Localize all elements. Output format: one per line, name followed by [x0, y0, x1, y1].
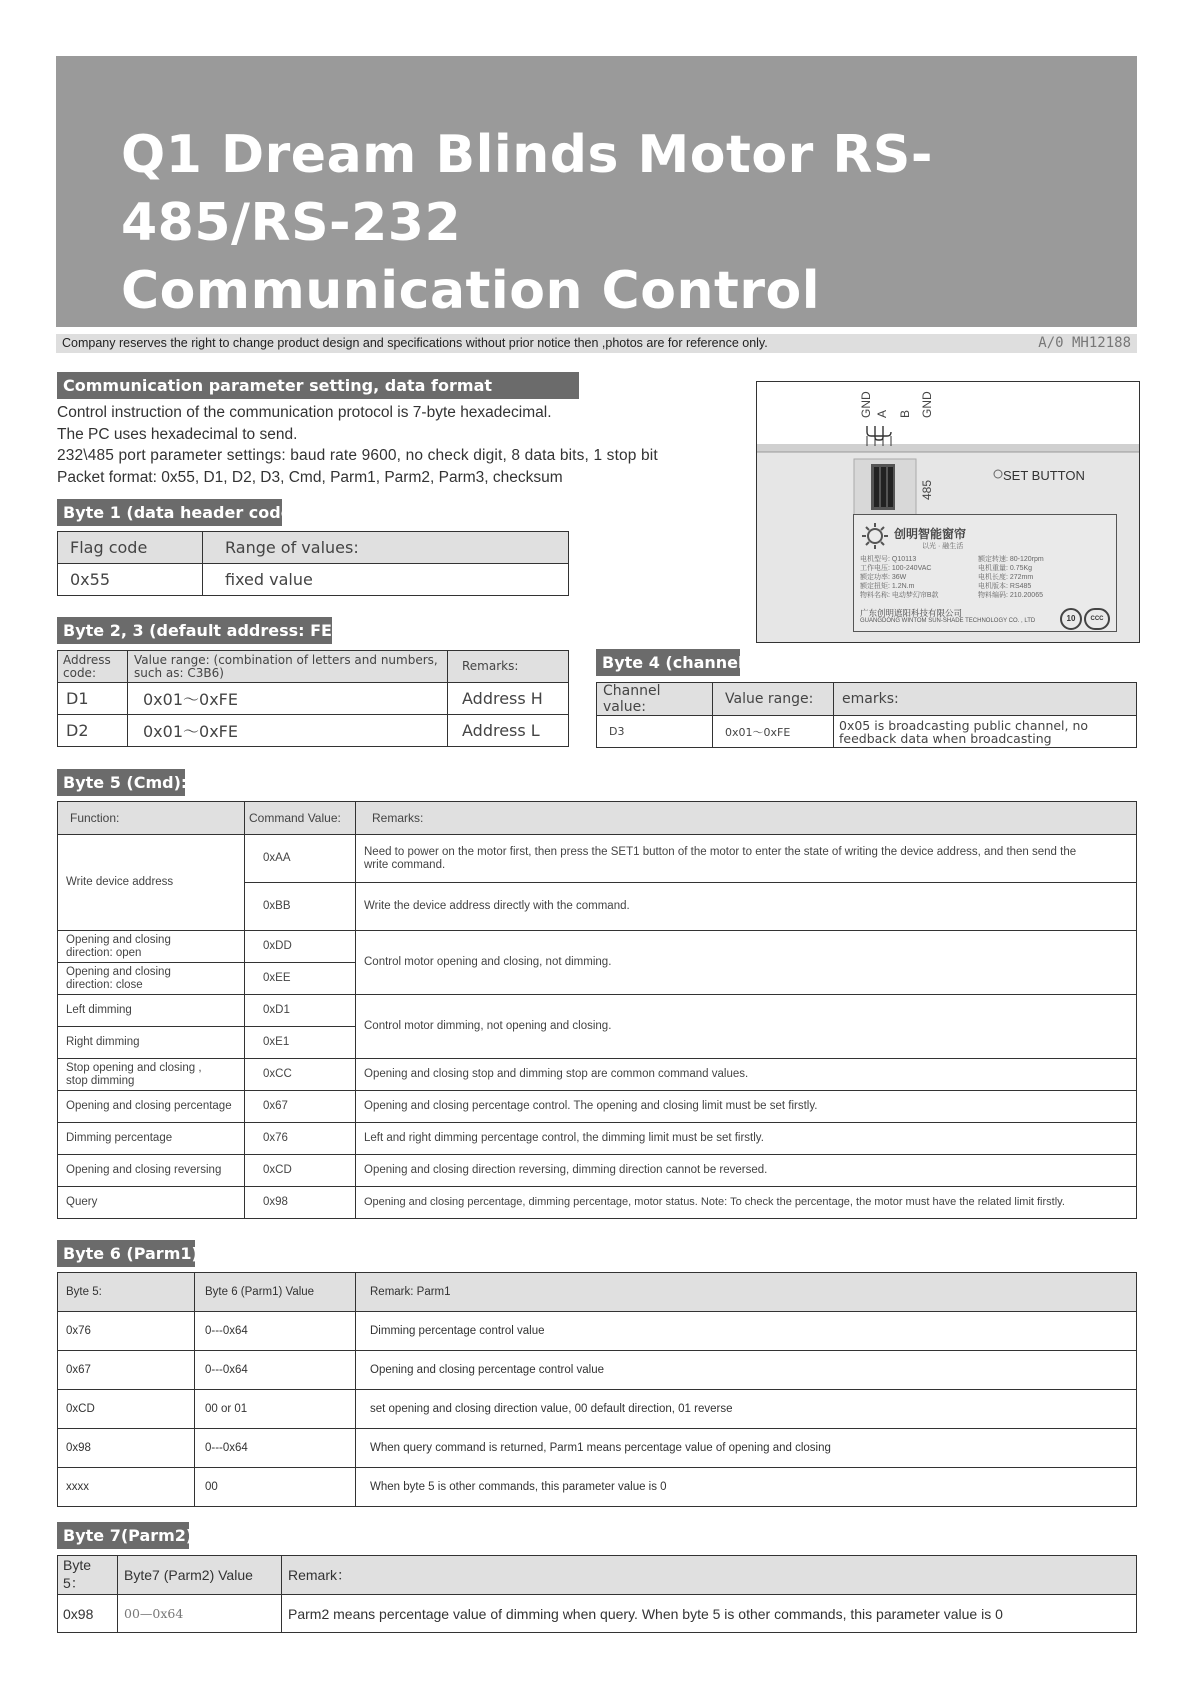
cmd-remark: Opening and closing percentage, dimming percentage, motor status. Note: To check the percentage, the motor must have the related limit firstly.	[356, 1187, 1137, 1219]
parm2-byte5: 0x98	[58, 1595, 118, 1633]
byte6-table	[57, 1272, 1137, 1507]
section-header-byte1: Byte 1 (data header code):	[57, 499, 282, 526]
address-remark: Address H	[448, 683, 569, 715]
parm1-byte5: 0x67	[58, 1351, 195, 1390]
cmd-function: Opening and closing reversing	[58, 1155, 245, 1187]
notice-bar	[56, 334, 1137, 353]
intro-line: The PC uses hexadecimal to send.	[57, 425, 298, 443]
spec-line: 电机长度: 272mm	[978, 574, 1034, 581]
cmd-remark: Opening and closing percentage control. The opening and closing limit must be set firstly.	[356, 1091, 1137, 1123]
spec-line: 物料名称: 电动梦幻帘B款	[860, 592, 939, 599]
parm1-byte5: 0x98	[58, 1429, 195, 1468]
spec-line: 额定功率: 36W	[860, 574, 907, 581]
cmd-remark: Opening and closing stop and dimming stop are common command values.	[356, 1059, 1137, 1091]
intro-line: Control instruction of the communication protocol is 7-byte hexadecimal.	[57, 404, 552, 421]
cmd-value: 0xCD	[245, 1155, 356, 1187]
byte4-col-range: Value range:	[713, 683, 834, 716]
cmd-remark: Write the device address directly with the command.	[356, 883, 1137, 931]
cmd-value: 0xCC	[245, 1059, 356, 1091]
byte1-table	[57, 531, 569, 596]
spec-line: 额定扭矩: 1.2N.m	[860, 583, 915, 590]
byte4-table	[596, 682, 1137, 748]
channel-range: 0x01～0xFE	[713, 716, 834, 748]
byte7-table	[57, 1555, 1137, 1633]
address-code: D2	[58, 715, 128, 747]
spec-right	[978, 555, 1044, 600]
cmd-remark: Need to power on the motor first, then press the SET1 button of the motor to enter the state of writing the device address, and then send the write command.	[356, 835, 1137, 883]
cmd-value: 0x76	[245, 1123, 356, 1155]
parm1-remark: When byte 5 is other commands, this parameter value is 0	[356, 1468, 1137, 1507]
byte23-col-remarks: Remarks:	[448, 651, 569, 683]
title-banner	[56, 56, 1137, 327]
parm1-value: 0---0x64	[195, 1312, 356, 1351]
section-header-byte4: Byte 4 (channel):	[596, 649, 740, 676]
address-code: D1	[58, 683, 128, 715]
pin-label: GND	[920, 391, 934, 418]
section-header-byte5: Byte 5 (Cmd):	[57, 769, 185, 796]
byte1-flag-value: 0x55	[58, 564, 203, 596]
channel-remark: 0x05 is broadcasting public channel, no feedback data when broadcasting	[834, 716, 1137, 748]
cmd-value: 0xD1	[245, 995, 356, 1027]
spec-line: 电机重量: 0.75Kg	[978, 565, 1033, 572]
parm1-remark: Dimming percentage control value	[356, 1312, 1137, 1351]
motor-nameplate	[853, 514, 1117, 632]
byte6-col-value: Byte 6 (Parm1) Value	[195, 1273, 356, 1312]
byte23-col-address: Address code:	[58, 651, 128, 683]
cmd-remark: Left and right dimming percentage control, the dimming limit must be set firstly.	[356, 1123, 1137, 1155]
parm1-byte5: 0x76	[58, 1312, 195, 1351]
address-range: 0x01～0xFE	[128, 683, 448, 715]
notice-text: Company reserves the right to change product design and specifications without prior notice then ,photos are for reference only.	[62, 336, 768, 350]
intro-text	[57, 402, 697, 488]
certification-badge: 10	[1060, 608, 1082, 630]
parm1-remark: set opening and closing direction value, 00 default direction, 01 reverse	[356, 1390, 1137, 1429]
cmd-remark: Control motor opening and closing, not dimming.	[356, 931, 1137, 995]
cmd-value: 0x98	[245, 1187, 356, 1219]
byte4-col-remarks: emarks:	[834, 683, 1137, 716]
doc-code: A/0 MH12188	[1038, 335, 1131, 351]
spec-line: 电机版本: RS485	[978, 583, 1032, 590]
byte7-col-remark: Remark：	[282, 1556, 1137, 1595]
pin-label: A	[875, 409, 889, 418]
byte5-col-command: Command Value:	[245, 802, 356, 835]
parm2-remark: Parm2 means percentage value of dimming when query. When byte 5 is other commands, this parameter value is 0	[282, 1595, 1137, 1633]
spec-left	[860, 555, 939, 600]
parm1-byte5: 0xCD	[58, 1390, 195, 1429]
intro-line: 232\485 port parameter settings: baud rate 9600, no check digit, 8 data bits, 1 stop bit	[57, 447, 658, 464]
parm1-remark: When query command is returned, Parm1 means percentage value of opening and closing	[356, 1429, 1137, 1468]
cmd-function: Dimming percentage	[58, 1123, 245, 1155]
section-header-comm: Communication parameter setting, data format	[57, 372, 579, 399]
cmd-remark: Control motor dimming, not opening and closing.	[356, 995, 1137, 1059]
cmd-function: Right dimming	[58, 1027, 245, 1059]
spec-line: 工作电压: 100-240VAC	[860, 565, 932, 572]
spec-line: 物料编码: 210.20065	[978, 592, 1043, 599]
cmd-function: Opening and closing direction: open	[58, 931, 245, 963]
cmd-function: Query	[58, 1187, 245, 1219]
cmd-function: Write device address	[58, 835, 245, 931]
parm1-value: 0---0x64	[195, 1351, 356, 1390]
port-label: 485	[920, 479, 934, 500]
section-header-byte6: Byte 6 (Parm1)：	[57, 1240, 195, 1267]
spec-line: 电机型号: Q10113	[860, 556, 917, 563]
channel-value: D3	[597, 716, 713, 748]
byte1-range-value: fixed value	[203, 564, 569, 596]
address-remark: Address L	[448, 715, 569, 747]
parm1-value: 0---0x64	[195, 1429, 356, 1468]
pin-label: B	[898, 409, 912, 418]
cmd-function: Stop opening and closing , stop dimming	[58, 1059, 245, 1091]
cmd-function: Opening and closing percentage	[58, 1091, 245, 1123]
byte1-col-range: Range of values:	[203, 532, 569, 564]
byte6-col-remark: Remark: Parm1	[356, 1273, 1137, 1312]
device-diagram	[756, 381, 1140, 643]
cmd-value: 0xEE	[245, 963, 356, 995]
brand-sun-icon	[860, 521, 890, 551]
title-line-1: Q1 Dream Blinds Motor RS-485/RS-232	[121, 125, 933, 253]
byte5-table	[57, 801, 1137, 1219]
byte6-col-byte5: Byte 5:	[58, 1273, 195, 1312]
cmd-value: 0xE1	[245, 1027, 356, 1059]
company-name-cn: 广东创明遮阳科技有限公司	[860, 608, 963, 618]
cmd-value: 0xBB	[245, 883, 356, 931]
title-line-2: Communication Control	[121, 261, 821, 321]
cmd-value: 0xDD	[245, 931, 356, 963]
byte5-col-function: Function:	[58, 802, 245, 835]
set-button-label: SET BUTTON	[1003, 468, 1085, 483]
byte7-col-value: Byte7 (Parm2) Value	[118, 1556, 282, 1595]
company-name-en: GUANGDONG WINTOM SUN-SHADE TECHNOLOGY CO. , LTD	[860, 618, 1036, 624]
cmd-value: 0x67	[245, 1091, 356, 1123]
spec-line: 额定转速: 80-120rpm	[978, 556, 1044, 563]
byte1-col-flag: Flag code	[58, 532, 203, 564]
cmd-function: Opening and closing direction: close	[58, 963, 245, 995]
intro-line: Packet format: 0x55, D1, D2, D3, Cmd, Parm1, Parm2, Parm3, checksum	[57, 468, 563, 486]
byte5-col-remarks: Remarks:	[356, 802, 1137, 835]
byte23-table	[57, 650, 569, 747]
address-range: 0x01～0xFE	[128, 715, 448, 747]
section-header-byte7: Byte 7(Parm2)：	[57, 1522, 189, 1549]
cmd-remark: Opening and closing direction reversing, dimming direction cannot be reversed.	[356, 1155, 1137, 1187]
byte23-col-range: Value range: (combination of letters and numbers, such as: C3B6)	[128, 651, 448, 683]
parm2-value: 00—0x64	[118, 1595, 282, 1633]
byte4-col-channel: Channel value:	[597, 683, 713, 716]
byte7-col-byte5: Byte 5：	[58, 1556, 118, 1595]
brand-tagline: 以光 · 融生活	[922, 543, 964, 550]
page-title	[121, 121, 1137, 325]
parm1-value: 00	[195, 1468, 356, 1507]
parm1-byte5: xxxx	[58, 1468, 195, 1507]
cmd-function: Left dimming	[58, 995, 245, 1027]
ccc-badge: CCC	[1084, 608, 1110, 630]
section-header-byte23: Byte 2, 3 (default address: FEFE):	[57, 617, 332, 644]
pin-label: GND	[859, 391, 873, 418]
brand-name: 创明智能窗帘	[894, 527, 967, 541]
parm1-remark: Opening and closing percentage control value	[356, 1351, 1137, 1390]
cmd-value: 0xAA	[245, 835, 356, 883]
parm1-value: 00 or 01	[195, 1390, 356, 1429]
